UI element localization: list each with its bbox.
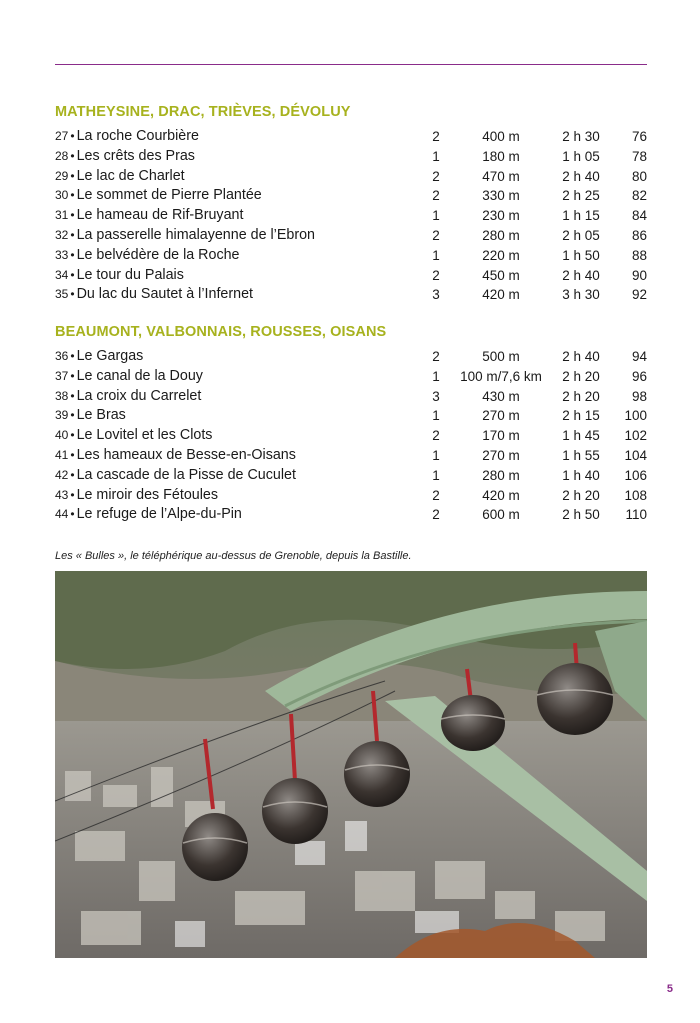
route-row	[55, 426, 647, 446]
route-difficulty: 2	[432, 168, 440, 184]
route-bullet: •	[70, 129, 75, 143]
route-number: 38	[55, 388, 69, 403]
route-number: 36	[55, 349, 69, 363]
route-bullet: •	[70, 487, 75, 502]
route-name: Le belvédère de la Roche	[76, 246, 240, 263]
route-row	[55, 466, 647, 486]
route-bullet: •	[70, 349, 75, 363]
route-number: 37	[55, 368, 69, 383]
route-difficulty: 2	[432, 129, 440, 144]
route-duration: 3 h 30	[562, 287, 600, 303]
route-number: 39	[55, 408, 69, 423]
route-difficulty: 1	[432, 247, 440, 263]
route-elevation: 450 m	[482, 267, 520, 283]
route-duration: 2 h 30	[562, 129, 600, 144]
route-row	[55, 505, 647, 525]
route-row	[55, 226, 647, 246]
route-elevation: 170 m	[482, 428, 520, 444]
route-duration: 2 h 20	[562, 368, 600, 384]
route-bullet: •	[70, 428, 75, 443]
cable-car-photo	[55, 571, 647, 958]
route-difficulty: 1	[432, 467, 440, 483]
route-bullet: •	[70, 247, 75, 262]
route-bullet: •	[70, 267, 75, 282]
route-bullet: •	[70, 467, 75, 482]
route-number: 31	[55, 208, 69, 223]
route-page: 80	[631, 168, 647, 184]
route-number: 34	[55, 267, 69, 282]
route-elevation: 420 m	[482, 287, 520, 303]
route-difficulty: 2	[432, 487, 440, 503]
route-elevation: 500 m	[482, 349, 520, 364]
route-name: La roche Courbière	[76, 128, 199, 144]
route-bullet: •	[70, 188, 75, 203]
route-elevation: 600 m	[482, 507, 520, 523]
route-difficulty: 1	[432, 148, 440, 164]
route-name: Les hameaux de Besse-en-Oisans	[76, 446, 296, 463]
route-row	[55, 127, 647, 147]
route-name: Le refuge de l’Alpe-du-Pin	[76, 506, 242, 523]
route-difficulty: 3	[432, 388, 440, 404]
route-difficulty: 1	[432, 208, 440, 224]
route-name: Le canal de la Douy	[76, 367, 203, 384]
route-number: 43	[55, 487, 69, 502]
route-row	[55, 147, 647, 167]
route-row	[55, 206, 647, 226]
route-name: Le miroir des Fétoules	[76, 486, 219, 503]
route-bullet: •	[70, 368, 75, 383]
route-difficulty: 2	[432, 349, 440, 364]
route-duration: 2 h 20	[562, 487, 600, 503]
route-page: 96	[631, 368, 647, 384]
route-elevation: 220 m	[482, 247, 520, 263]
route-duration: 2 h 40	[562, 267, 600, 283]
route-name: Du lac du Sautet à l’Infernet	[76, 286, 253, 303]
route-page: 106	[624, 467, 647, 483]
route-bullet: •	[70, 388, 75, 403]
route-elevation: 420 m	[482, 487, 520, 503]
page-number: 5	[666, 983, 673, 995]
route-elevation: 330 m	[482, 188, 520, 204]
route-elevation: 270 m	[482, 447, 520, 463]
route-page: 76	[631, 129, 647, 144]
route-elevation: 100 m/7,6 km	[460, 368, 542, 384]
route-elevation: 180 m	[482, 148, 520, 164]
route-number: 30	[55, 188, 69, 203]
route-number: 35	[55, 287, 69, 302]
route-bullet: •	[70, 168, 75, 183]
route-duration: 2 h 50	[562, 507, 600, 523]
route-duration: 2 h 20	[562, 388, 600, 404]
route-name: Le Bras	[76, 407, 126, 424]
route-row	[55, 367, 647, 387]
route-duration: 2 h 40	[562, 168, 600, 184]
route-bullet: •	[70, 507, 75, 522]
route-row	[55, 347, 647, 367]
route-duration: 1 h 05	[562, 148, 600, 164]
route-bullet: •	[70, 287, 75, 302]
route-name: Le tour du Palais	[76, 266, 184, 283]
section-heading-matheysine: MATHEYSINE, DRAC, TRIÈVES, DÉVOLUY	[55, 104, 351, 120]
route-difficulty: 1	[432, 408, 440, 424]
route-row	[55, 266, 647, 286]
route-number: 44	[55, 507, 69, 522]
route-difficulty: 3	[432, 287, 440, 303]
route-page: 94	[631, 349, 647, 364]
route-elevation: 230 m	[482, 208, 520, 224]
route-bullet: •	[70, 208, 75, 223]
route-page: 98	[631, 388, 647, 404]
route-bullet: •	[70, 148, 75, 163]
route-difficulty: 2	[432, 267, 440, 283]
route-duration: 1 h 55	[562, 447, 600, 463]
route-elevation: 280 m	[482, 227, 520, 243]
route-bullet: •	[70, 408, 75, 423]
route-page: 102	[624, 428, 647, 444]
route-row	[55, 246, 647, 266]
route-name: Le hameau de Rif-Bruyant	[76, 207, 244, 224]
route-duration: 1 h 15	[562, 208, 600, 224]
top-rule	[55, 64, 647, 65]
route-elevation: 430 m	[482, 388, 520, 404]
route-page: 82	[631, 188, 647, 204]
route-name: La cascade de la Pisse de Cuculet	[76, 466, 296, 483]
route-row	[55, 486, 647, 506]
route-difficulty: 2	[432, 428, 440, 444]
route-name: Le Lovitel et les Clots	[76, 427, 213, 444]
route-number: 40	[55, 428, 69, 443]
route-row	[55, 167, 647, 187]
route-number: 41	[55, 447, 69, 462]
route-table-beaumont	[55, 347, 647, 525]
route-page: 92	[631, 287, 647, 303]
route-duration: 2 h 05	[562, 227, 600, 243]
route-row	[55, 186, 647, 206]
route-duration: 2 h 40	[562, 349, 600, 364]
route-difficulty: 2	[432, 188, 440, 204]
route-page: 88	[631, 247, 647, 263]
route-page: 90	[631, 267, 647, 283]
photo-caption: Les « Bulles », le téléphérique au-dessus de Grenoble, depuis la Bastille.	[55, 550, 412, 562]
route-bullet: •	[70, 227, 75, 242]
route-page: 86	[631, 227, 647, 243]
route-bullet: •	[70, 447, 75, 462]
route-number: 29	[55, 168, 69, 183]
route-name: La croix du Carrelet	[76, 387, 202, 404]
route-page: 78	[631, 148, 647, 164]
route-difficulty: 1	[432, 368, 440, 384]
route-duration: 1 h 40	[562, 467, 600, 483]
route-page: 84	[631, 208, 647, 224]
route-page: 104	[624, 447, 647, 463]
route-table-matheysine	[55, 127, 647, 305]
route-page: 100	[624, 408, 647, 424]
route-number: 32	[55, 227, 69, 242]
route-row	[55, 387, 647, 407]
route-elevation: 470 m	[482, 168, 520, 184]
route-duration: 2 h 15	[562, 408, 600, 424]
route-duration: 2 h 25	[562, 188, 600, 204]
section-heading-beaumont: BEAUMONT, VALBONNAIS, ROUSSES, OISANS	[55, 324, 387, 340]
route-number: 27	[55, 129, 69, 143]
route-page: 110	[625, 507, 647, 523]
route-name: Le Gargas	[76, 348, 144, 364]
route-elevation: 270 m	[482, 408, 520, 424]
route-name: Le sommet de Pierre Plantée	[76, 187, 262, 204]
route-name: La passerelle himalayenne de l’Ebron	[76, 226, 315, 243]
route-duration: 1 h 45	[562, 428, 600, 444]
route-row	[55, 285, 647, 305]
route-duration: 1 h 50	[562, 247, 600, 263]
route-elevation: 280 m	[482, 467, 520, 483]
route-name: Les crêts des Pras	[76, 147, 195, 164]
route-number: 42	[55, 467, 69, 482]
route-row	[55, 406, 647, 426]
route-difficulty: 2	[432, 227, 440, 243]
route-name: Le lac de Charlet	[76, 167, 185, 184]
route-number: 33	[55, 247, 69, 262]
route-difficulty: 2	[432, 507, 440, 523]
route-number: 28	[55, 148, 69, 163]
route-row	[55, 446, 647, 466]
route-elevation: 400 m	[482, 129, 520, 144]
route-page: 108	[624, 487, 647, 503]
route-difficulty: 1	[432, 447, 440, 463]
